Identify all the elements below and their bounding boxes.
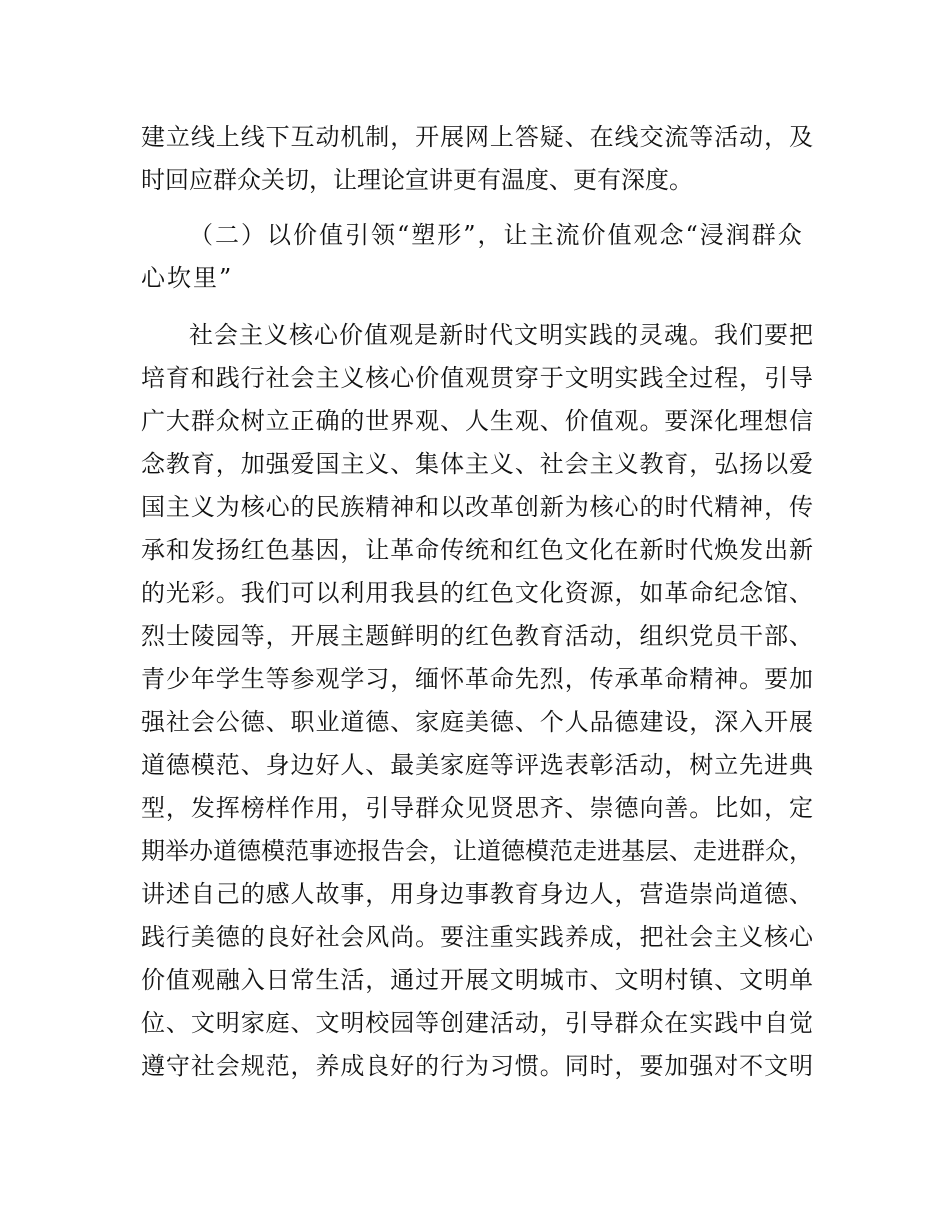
text-line: 承和发扬红色基因，让革命传统和红色文化在新时代焕发出新 (141, 536, 813, 564)
text-line: 青少年学生等参观学习，缅怀革命先烈，传承革命精神。要加 (141, 665, 813, 693)
text-line: 国主义为核心的民族精神和以改革创新为核心的时代精神，传 (141, 493, 813, 521)
text-line: 广大群众树立正确的世界观、人生观、价值观。要深化理想信 (141, 407, 813, 435)
text-line: 的光彩。我们可以利用我县的红色文化资源，如革命纪念馆、 (141, 579, 813, 607)
text-line: 念教育，加强爱国主义、集体主义、社会主义教育，弘扬以爱 (141, 450, 813, 478)
text-line: 烈士陵园等，开展主题鲜明的红色教育活动，组织党员干部、 (141, 622, 813, 650)
text-line: 培育和践行社会主义核心价值观贯穿于文明实践全过程，引导 (141, 364, 813, 392)
text-line: 强社会公德、职业道德、家庭美德、个人品德建设，深入开展 (141, 708, 813, 736)
heading-line: 心坎里” (141, 264, 234, 292)
text-line: 道德模范、身边好人、最美家庭等评选表彰活动，树立先进典 (141, 751, 813, 779)
text-line: 时回应群众关切，让理论宣讲更有温度、更有深度。 (141, 166, 693, 194)
heading-line: （二）以价值引领“塑形”，让主流价值观念“浸润群众 (189, 221, 804, 249)
text-line: 期举办道德模范事迹报告会，让道德模范走进基层、走进群众， (141, 837, 813, 865)
text-line: 价值观融入日常生活，通过开展文明城市、文明村镇、文明单 (141, 966, 813, 994)
text-line: 讲述自己的感人故事，用身边事教育身边人，营造崇尚道德、 (141, 880, 813, 908)
text-line: 践行美德的良好社会风尚。要注重实践养成，把社会主义核心 (141, 923, 813, 951)
text-line: 型，发挥榜样作用，引导群众见贤思齐、崇德向善。比如，定 (141, 794, 813, 822)
text-line: 社会主义核心价值观是新时代文明实践的灵魂。我们要把 (189, 321, 813, 349)
text-line: 建立线上线下互动机制，开展网上答疑、在线交流等活动，及 (141, 123, 813, 151)
text-line: 遵守社会规范，养成良好的行为习惯。同时，要加强对不文明 (141, 1052, 813, 1080)
text-line: 位、文明家庭、文明校园等创建活动，引导群众在实践中自觉 (141, 1009, 813, 1037)
